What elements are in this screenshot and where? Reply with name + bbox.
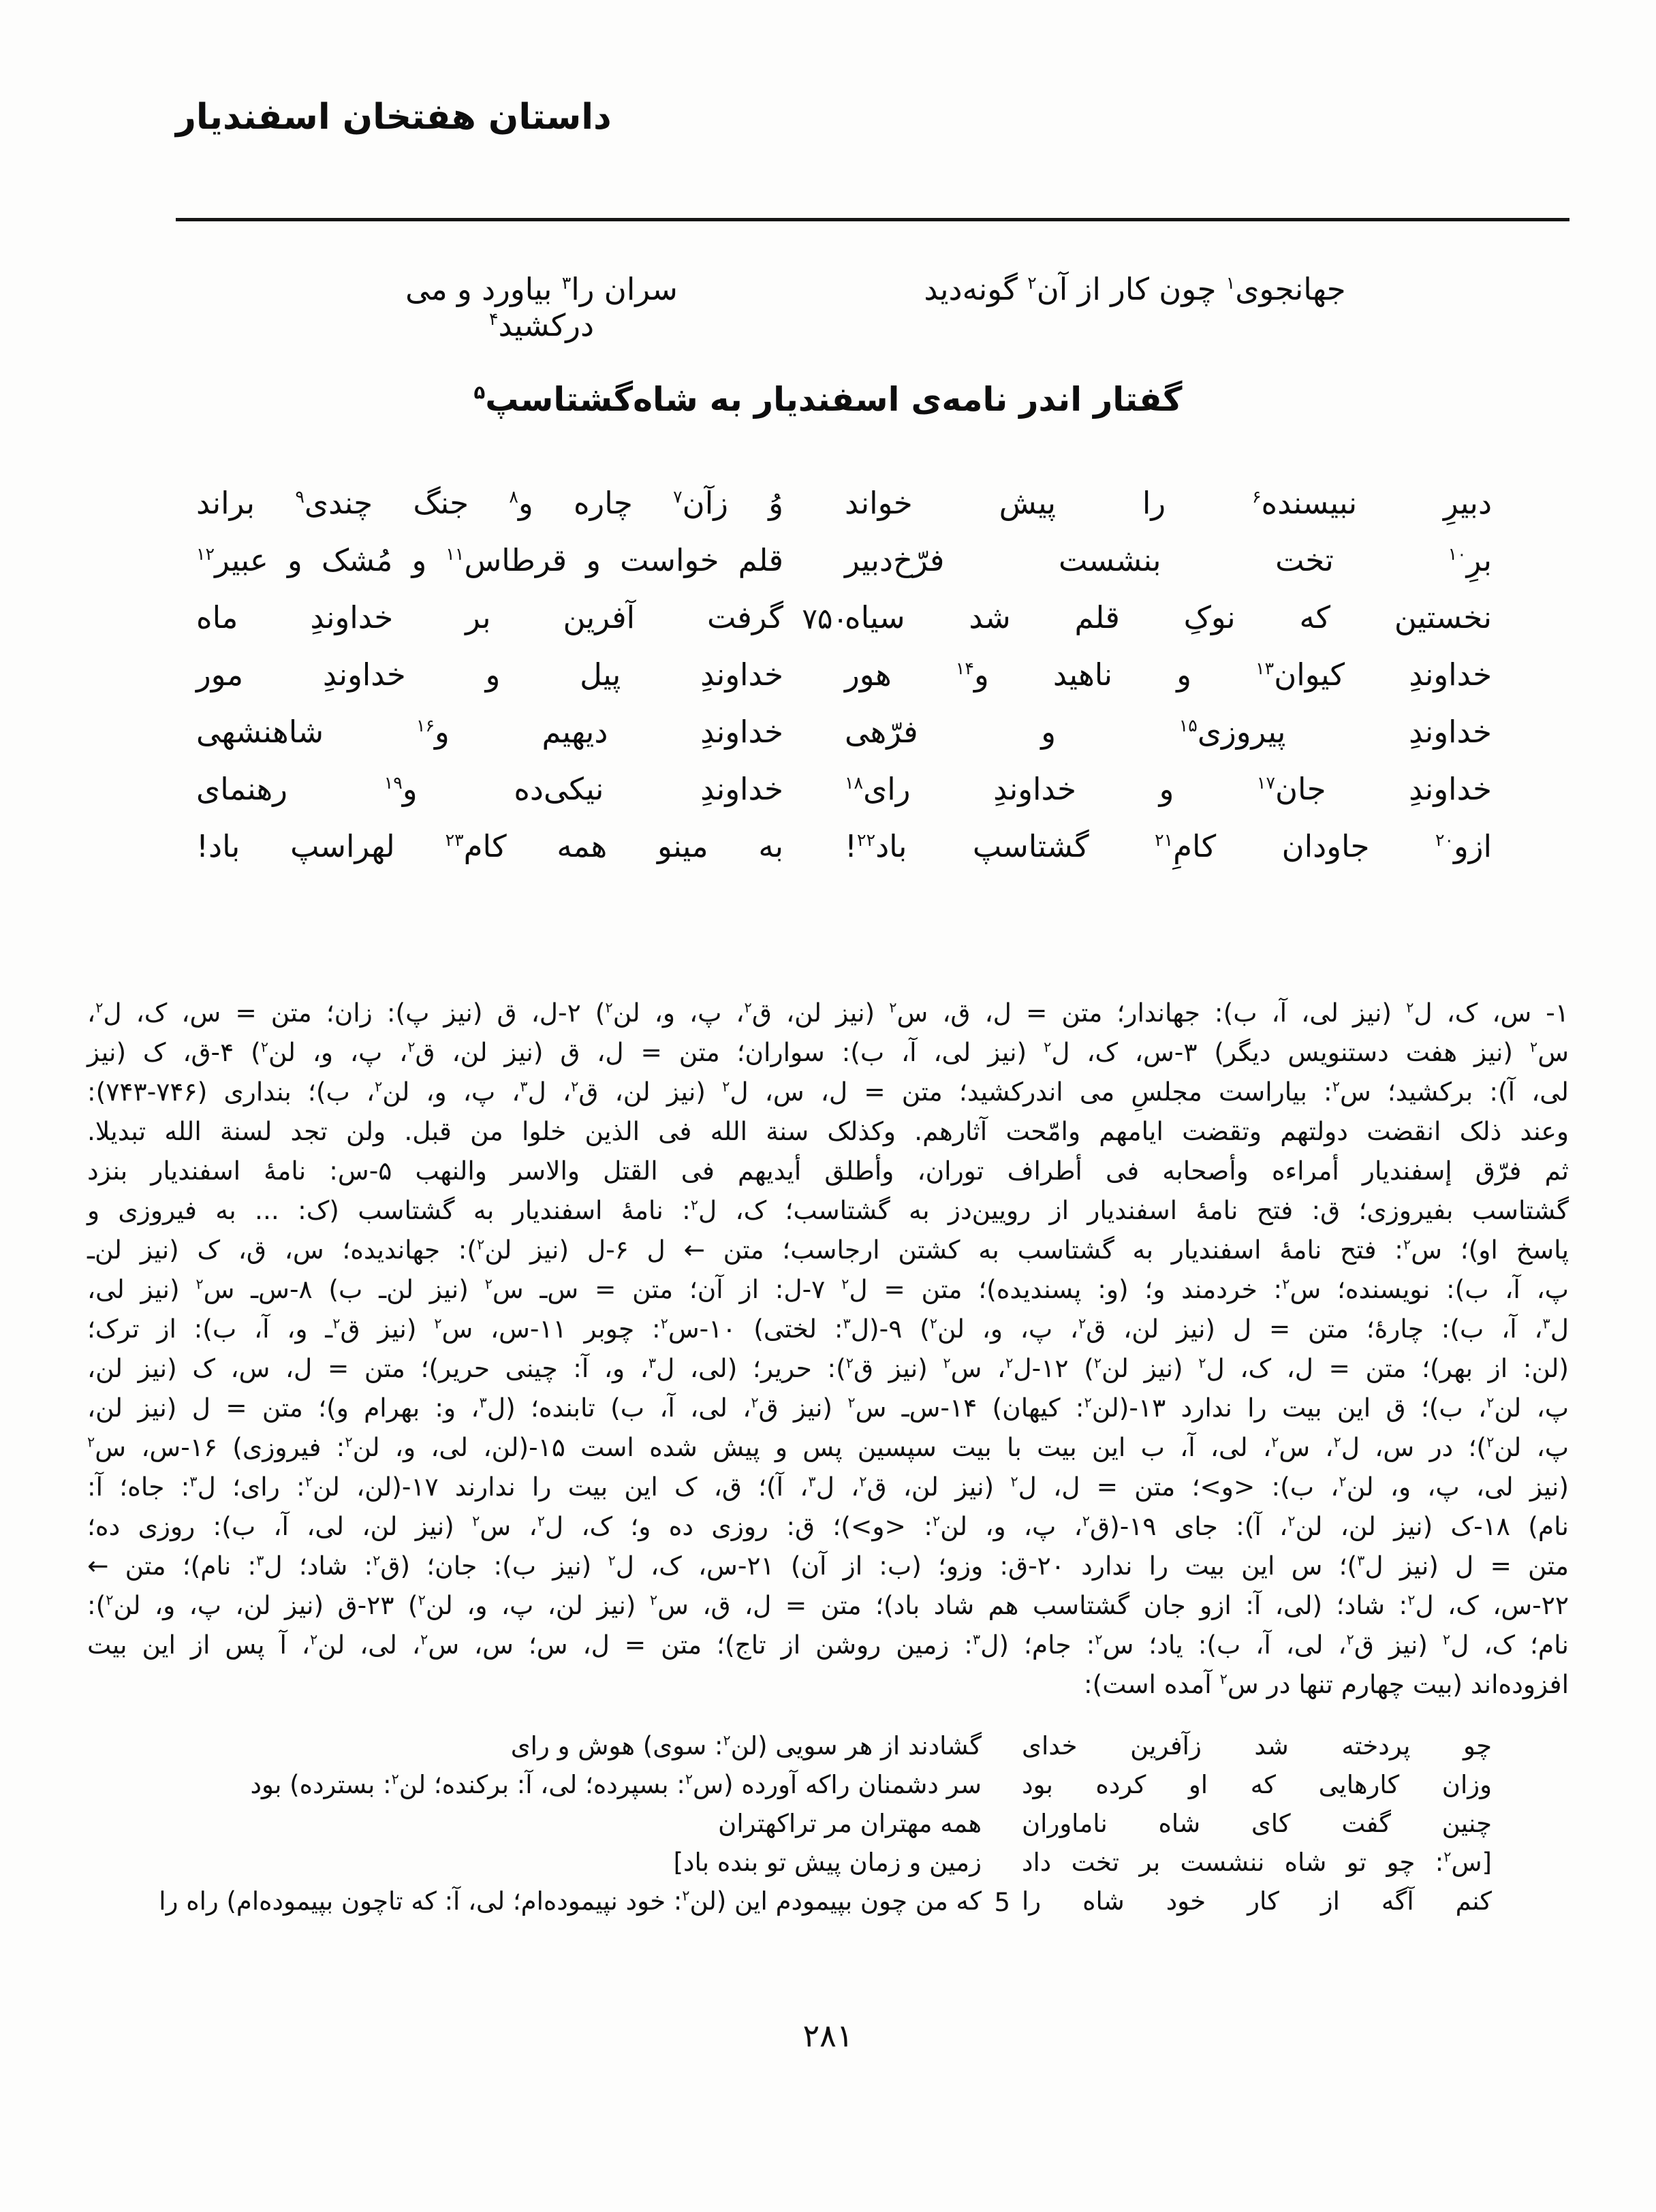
hemistich-right: وزان کارهایی که او کرده بود (1022, 1770, 1492, 1799)
verse-row (0, 657, 1656, 714)
addendum-verse-row (0, 1770, 1656, 1809)
hemistich-left: سر دشمنان راکه آورده (س$^۲$: بسپرده؛ لی، آ: برکنده؛ لن$^۲$: بسترده) بود (250, 1770, 982, 1799)
verse-number-5: 5 (994, 1888, 1010, 1917)
addendum-verse-row (0, 1731, 1656, 1770)
apparatus-line: افزوده‌اند (بیت چهارم تنها در س$^۲$ آمده است): (1084, 1669, 1569, 1699)
apparatus-line: ل$^۳$، آ، ب): چارهٔ؛ متن = ل (نیز لن، ق$^۲$، پ، و، لن$^۲$) ۹-(ل$^۳$: لختی) ۱۰-س$^۲$: چوبر ۱۱-س، س$^۲$ (نیز ق$^۲$ـ و، آ، ب): از ترک؛ (87, 1314, 1569, 1344)
addendum-verse-row (0, 1809, 1656, 1848)
apparatus-line: نام) ۱۸-ک (نیز لن، لن$^۲$، آ): جای ۱۹-(ق$^۲$، پ، و، لن$^۲$: <و>)؛ ق: روزی ده و؛ ک، ل$^۲$، س$^۲$ (نیز لن، لی، آ، ب): روزی ده؛ (87, 1511, 1569, 1541)
hemistich-left: وُ زآن$^۷$ چاره و$^۸$ جنگ چندی$^۹$ براند (196, 485, 783, 521)
addendum-verse-row (0, 1848, 1656, 1886)
hemistich-right: [س$^۲$: چو تو شاه ننشست بر تخت داد (1022, 1848, 1492, 1877)
header-rule (176, 218, 1569, 221)
apparatus-line: (لن: از بهر)؛ متن = ل، ک، ل$^۲$ (نیز لن$^۲$) ۱۲-ل$^۲$، س$^۲$ (نیز ق$^۲$): حریر؛ (لی، ل$^۳$، و، آ: چینی حریر)؛ متن = ل، س، ک (نیز لن، (87, 1353, 1569, 1383)
apparatus-line: گشتاسب بفیروزی؛ ق: فتح نامهٔ اسفندیار از رویین‌دز به گشتاسب؛ ک، ل$^۲$: نامهٔ اسفندیار به گشتاسب (ک: ... به فیروزی و (87, 1195, 1569, 1225)
apparatus-line: س$^۲$ (نیز هفت دستنویس دیگر) ۳-س، ک، ل$^۲$ (نیز لی، آ، ب): سواران؛ متن = ل، ق (نیز لن، ق$^۲$، پ، و، لن$^۲$) ۴-ق، ک (نیز (87, 1037, 1569, 1067)
hemistich-right: نخستین که نوکِ قلم شد سیاه (845, 599, 1492, 635)
page-number: ۲۸۱ (802, 2017, 854, 2054)
apparatus-line: ۱- س، ک، ل$^۲$ (نیز لی، آ، ب): جهاندار؛ متن = ل، ق، س$^۲$ (نیز لن، ق$^۲$، پ، و، لن$^۲$) ۲-ل، ق (نیز پ): زان؛ متن = س، ک، ل$^۲$، (87, 998, 1569, 1028)
hemistich-left: زمین و زمان پیش تو بنده باد] (673, 1848, 982, 1877)
hemistich-right: ازو$^{۲۰}$ جاودان کامِ$^{۲۱}$ گشتاسپ باد$^{۲۲}$! (845, 828, 1492, 864)
apparatus-line: ۲۲-س، ک، ل$^۲$: شاد؛ (لی، آ: ازو جان گشتاسب هم شاد باد)؛ متن = ل، ق، س$^۲$ (نیز لن، پ، و، لن$^۲$) ۲۳-ق (نیز لن، پ، و، لن$^۲$): (87, 1590, 1569, 1620)
hemistich-right: چو پردخته شد زآفرین خدای (1022, 1731, 1492, 1760)
verse-row (0, 828, 1656, 885)
hemistich-left: گشادند از هر سویی (لن$^۲$: سوی) هوش و رای (510, 1731, 982, 1760)
intro-hemistich-left: سران را$^۳$ بیاورد و می درکشید$^۴$ (405, 271, 678, 343)
hemistich-left: گرفت آفرین بر خداوندِ ماه (196, 599, 783, 635)
verse-row (0, 542, 1656, 599)
apparatus-line: (نیز لی، پ، و، لن$^۲$، ب): <و>؛ متن = ل، ل$^۲$ (نیز لن، ق$^۲$، ل$^۳$، آ)؛ ق، ک این بیت را ندارند ۱۷-(لن، لن$^۲$: رای؛ ل$^۳$: جاه؛ آ: (87, 1472, 1569, 1502)
hemistich-left: به مینو همه کام$^{۲۳}$ لهراسپ باد! (196, 828, 783, 864)
intro-hemistich-right: جهانجوی$^۱$ چون کار از آن$^۲$ گونه‌دید (924, 271, 1346, 307)
critical-apparatus (87, 993, 1569, 1704)
addendum-verse-row (0, 1886, 1656, 1925)
apparatus-line: پ، لن$^۲$، ب)؛ ق این بیت را ندارد ۱۳-(لن$^۲$: کیهان) ۱۴-س‌ـ س$^۲$ (نیز ق$^۲$، لی، آ، ب) تابنده؛ (ل$^۳$، و: بهرام و)؛ متن = ل (نیز لن، (87, 1393, 1569, 1423)
apparatus-line: لی، آ): برکشید؛ س$^۲$: بیاراست مجلسِ می اندرکشید؛ متن = ل، س، ل$^۲$ (نیز لن، ق$^۲$، ل$^۳$، پ، و، لن$^۲$، ب)؛ بنداری (۷۴۶-۷۴۳): (87, 1077, 1569, 1107)
hemistich-right: خداوندِ پیروزی$^{۱۵}$ و فرّهی (845, 714, 1492, 750)
running-head-title: داستان هفتخان اسفندیار (176, 97, 612, 138)
apparatus-line: پ، آ، ب): نویسنده؛ س$^۲$: خردمند و؛ (و: پسندیده)؛ متن = ل$^۲$ ۷-ل: از آن؛ متن = س‌ـ س$^۲$ (نیز لن‌ـ ب) ۸-س‌ـ س$^۲$ (نیز لی، (87, 1274, 1569, 1304)
hemistich-right: خداوندِ جان$^{۱۷}$ و خداوندِ رای$^{۱۸}$ (845, 771, 1492, 807)
apparatus-line: ثم فرّق إسفندیار أمراءه وأصحابه فی أطراف توران، وأطلق أیدیهم فی القتل والاسر والنهب ۵-س: نامهٔ اسفندیار بنزد (87, 1156, 1569, 1186)
verse-number-750: ۷۵۰ (802, 602, 848, 635)
hemistich-right: چنین گفت کای شاه ناماوران (1022, 1809, 1492, 1838)
section-heading: گفتار اندر نامه‌ی اسفندیار به شاه‌گشتاسپ$^۵$ (473, 380, 1183, 419)
verse-row (0, 599, 1656, 657)
apparatus-line: نام؛ ک، ل$^۲$ (نیز ق$^۲$، لی، آ، ب): یاد؛ س$^۲$: جام؛ (ل$^۳$: زمین روشن از تاج)؛ متن = ل، س؛ س، س$^۲$، لی، لن$^۲$، آ پس از این بیت (87, 1630, 1569, 1660)
apparatus-line: پ، لن$^۲$)؛ در س، ل$^۲$، س$^۲$، لی، آ، ب این بیت با بیت سپسین پس و پیش شده است ۱۵-(لن، لی، و، لن$^۲$: فیروزی) ۱۶-س، س$^۲$ (87, 1432, 1569, 1462)
apparatus-line: وعند ذلک انقضت دولتهم وتقضت ایامهم وامّحت آثارهم. وکذلک سنة الله فی الذین خلوا من قبل. ولن تجد لسنة الله تبدیلا. (87, 1116, 1569, 1146)
hemistich-left: قلم خواست و قرطاس$^{۱۱}$ و مُشک و عبیر$^{۱۲}$ (196, 542, 784, 578)
hemistich-right: خداوندِ کیوان$^{۱۳}$ و ناهید و$^{۱۴}$ هور (845, 657, 1493, 693)
verse-row (0, 771, 1656, 828)
hemistich-right: دبیرِ نبیسنده$^۶$ را پیش خواند (845, 485, 1492, 521)
hemistich-left: خداوندِ دیهیم و$^{۱۶}$ شاهنشهی (196, 714, 783, 750)
verse-row (0, 485, 1656, 542)
apparatus-line: پاسخ او)؛ س$^۲$: فتح نامهٔ اسفندیار به گشتاسب به کشتن ارجاسب؛ متن ← ل ۶-ل (نیز لن$^۲$): جهاندیده؛ س، ق، ک (نیز لن‌ـ (87, 1235, 1569, 1265)
hemistich-left: که من چون بپیمودم این (لن$^۲$: خود نپیموده‌ام؛ لی، آ: که تاچون بپیموده‌ام) راه را (159, 1886, 982, 1916)
hemistich-right: کنم آگه از کار خود شاه را (1022, 1886, 1492, 1916)
hemistich-left: خداوندِ پیل و خداوندِ مور (196, 657, 783, 693)
verse-row (0, 714, 1656, 771)
hemistich-right: برِ$^{۱۰}$ تخت بنشست فرّخ‌دبیر (845, 542, 1492, 578)
apparatus-line: متن = ل (نیز ل$^۳$)؛ س این بیت را ندارد ۲۰-ق: وزو؛ (ب: از آن) ۲۱-س، ک، ل$^۲$ (نیز ب): جان؛ (ق$^۲$: شاد؛ ل$^۳$: نام)؛ متن ← (87, 1551, 1569, 1581)
hemistich-left: خداوندِ نیکی‌ده و$^{۱۹}$ رهنمای (196, 771, 783, 807)
hemistich-left: همه مهتران مر تراکهتران (718, 1809, 982, 1838)
